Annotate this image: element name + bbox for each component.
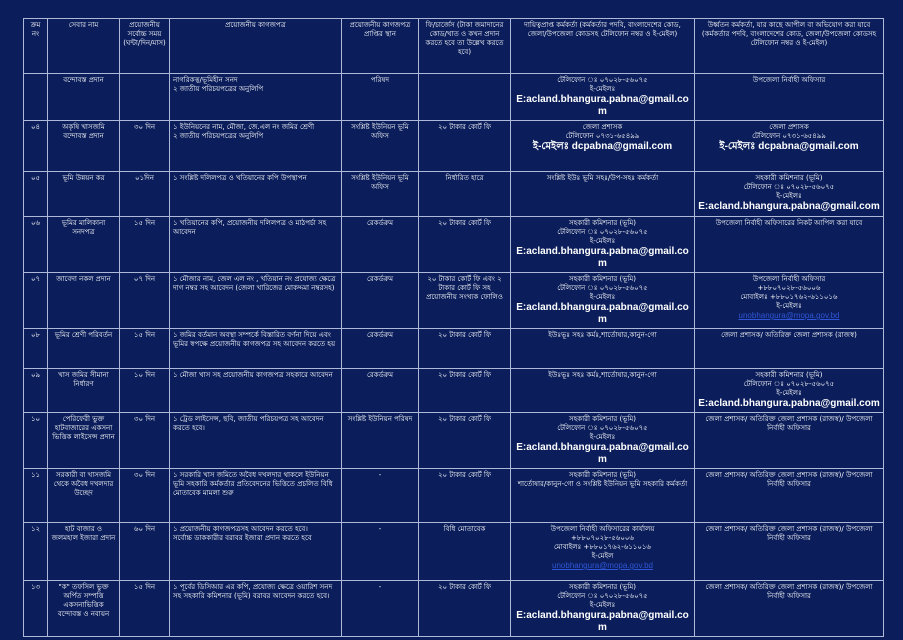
officer-line: সহকারী কমিশনার (ভূমি): [568, 415, 637, 423]
service-name-cell: [48, 273, 120, 329]
document-line: ১ খতিয়ানের কপি, প্রয়োজনীয় দলিলপত্র ও মাঠপর্চা সহ আবেদন: [173, 219, 327, 236]
table-row: [24, 121, 884, 172]
max-time: ০১দিন: [135, 174, 154, 182]
citizen-charter-table-wrap: [23, 18, 883, 637]
fee-text: ২০ টাকার কোর্ট ফি: [437, 471, 492, 479]
document-line: ২ জাতীয় পরিচয়পত্রের অনুলিপি: [173, 85, 264, 93]
serial-cell: [24, 121, 48, 172]
max-time: ১৫ দিন: [133, 583, 156, 591]
fee-text: ২০ টাকার কোর্ট ফি: [437, 331, 492, 339]
service-name: খাস জমির সীমানা নির্ধারণ: [58, 371, 109, 388]
fee-text: নির্ধারিত হারে: [445, 174, 484, 182]
table-row: [24, 273, 884, 329]
document-source: -: [378, 525, 382, 533]
officer-line: সংশ্লিষ্ট ইউঃ ভূমি সহঃ/উপ-সহঃ কর্মকর্তা: [546, 174, 659, 182]
officer-line: সহকারী কমিশনার (ভূমি): [568, 219, 637, 227]
officer-cell: [511, 581, 695, 637]
serial-cell: [24, 172, 48, 217]
appeal-line: উপজেলা নির্বাহী অফিসার: [752, 76, 826, 84]
max-time: ১৫ দিন: [133, 219, 156, 227]
fee-cell: [419, 217, 511, 273]
appeal-line: সহকারী কমিশনার (ভূমি): [755, 371, 823, 379]
header-max-time: প্রয়োজনীয় সর্বোচ্চ সময় (ঘন্টা/দিন/মাস): [120, 19, 170, 74]
appeal-cell: [695, 273, 884, 329]
document-line: ১ জমির বর্তমান অবস্থা সম্পর্কে বিস্তারিত বর্ণনা দিয়ে এবং ভূমির স্বপক্ষে প্রয়োজনীয় কাগজপত্র সহ আবেদন করতে হয়: [173, 331, 336, 348]
documents-cell: [170, 329, 342, 369]
document-line: ১ ইউনিয়নের নাম, মৌজা, জে.এল নং জমির শ্রেণী: [173, 123, 315, 131]
serial-cell: [24, 413, 48, 469]
appeal-line: উপজেলা নির্বাহী অফিসারের নিকট আপিল করা যাবে: [715, 219, 863, 227]
document-line: ১ সংশ্লিষ্ট দলিলপত্র ও খতিয়ানের কপি উপস্থাপন: [173, 174, 307, 182]
officer-line: ই-মেইল: [591, 552, 614, 560]
document-line: ১ ট্রেড লাইসেন্স, ছবি, জাতীয় পরিচয়পত্র সহ আবেদন করতে হবে।: [173, 415, 324, 432]
fee-cell: [419, 369, 511, 413]
document-source: রেকর্ডরুম: [367, 331, 393, 339]
source-cell: [342, 369, 419, 413]
serial-cell: [24, 74, 48, 121]
service-name: জাবেদা নকল প্রদান: [56, 275, 111, 283]
documents-cell: [170, 74, 342, 121]
officer-email: E:acland.bhangura.pabna@gmail.com: [516, 442, 689, 465]
documents-cell: [170, 581, 342, 637]
document-line: সর্বোচ্চ ডাককারীর বরাবর ইজারা প্রদান করতে হবে: [173, 534, 312, 542]
header-appeal-officer: উর্ধ্বতন কর্মকর্তা, যার কাছে আপীল বা অভিযোগ করা যাবে (কর্মকর্তার পদবি, বাংলাদেশের কোড, জেলা/উপজেলা কোডসহ টেলিফোন নম্বর ও ই-মেইল): [695, 19, 884, 74]
appeal-line: জেলা প্রশাসক/ অতিরিক্ত জেলা প্রশাসক (রাজস্ব)/ উপজেলা নির্বাহী অফিসার: [705, 525, 873, 542]
document-line: ১ সরকারি খাস জমিতে অবৈধ দখলদার থাকলে ইউনিয়ন ভূমি সহকারি কর্মকর্তার প্রতিবেদনের ভিত্তিতে প্রচলিত বিধি মোতাবেক মামলা শুরু: [173, 471, 333, 497]
time-cell: [120, 469, 170, 523]
officer-email: E:acland.bhangura.pabna@gmail.com: [516, 302, 689, 325]
appeal-line: জেলা প্রশাসক/ অতিরিক্ত জেলা প্রশাসক (রাজস্ব)/ উপজেলা নির্বাহী অফিসার: [705, 583, 873, 600]
appeal-line: ই-মেইলঃ: [776, 389, 802, 397]
fee-cell: [419, 523, 511, 581]
service-name-cell: [48, 172, 120, 217]
documents-cell: [170, 523, 342, 581]
fee-cell: [419, 413, 511, 469]
serial-number: ০৬: [30, 219, 41, 227]
fee-cell: [419, 273, 511, 329]
source-cell: [342, 121, 419, 172]
service-name: হাট বাজার ও জলমহাল ইজারা প্রদান: [51, 525, 116, 542]
officer-line: টেলিফোন ঃ ০৭০২৮-৫৬০৭৫: [557, 284, 648, 292]
service-name: ভূমি উন্নয়ন কর: [62, 174, 105, 182]
officer-line: ই-মেইলঃ: [589, 85, 616, 93]
service-name: সরকারী বা খাসজমি থেকে অবৈধ দখলদার উচ্ছেদ: [53, 471, 114, 497]
document-source: পরিষদ: [370, 76, 390, 84]
document-source: রেকর্ডরুম: [367, 219, 393, 227]
source-cell: [342, 74, 419, 121]
source-cell: [342, 217, 419, 273]
serial-number: ০৫: [30, 174, 41, 182]
appeal-line: ই-মেইলঃ: [776, 302, 802, 310]
officer-line: জেলা প্রশাসক: [582, 123, 623, 131]
service-name-cell: [48, 217, 120, 273]
max-time: ১৫ দিন: [133, 331, 156, 339]
documents-cell: [170, 273, 342, 329]
officer-email-link[interactable]: unobhangura@mopa.gov.bd: [552, 561, 653, 570]
max-time: ৩০ দিন: [133, 471, 156, 479]
officer-line: +৮৮০৭০২৮-৫৬০০৬: [571, 534, 634, 542]
officer-cell: [511, 329, 695, 369]
table-row: [24, 581, 884, 637]
document-line: নাগরিকত্ব/ভূমিহীন সনদ: [173, 76, 238, 84]
table-row: [24, 172, 884, 217]
officer-email: E:acland.bhangura.pabna@gmail.com: [516, 94, 689, 117]
appeal-line: টেলিফোন ০৭৩১-৬৫৪৯৯: [752, 132, 826, 140]
time-cell: [120, 74, 170, 121]
fee-text: ২০ টাকার কোর্ট ফি: [437, 415, 492, 423]
officer-line: টেলিফোন ঃ ০৭০২৮-৫৬০৭৫: [557, 424, 648, 432]
document-source: -: [378, 583, 382, 591]
serial-number: ০৮: [30, 331, 41, 339]
fee-text: বিধি মোতাবেক: [443, 525, 486, 533]
service-name: বন্দোবস্ত প্রদান: [63, 76, 104, 84]
appeal-cell: [695, 121, 884, 172]
document-line: ১ পূর্বের ডিসিআর এর কপি, প্রযোজ্য ক্ষেত্রে ওয়ারিশ সনদ সহ সহকারি কমিশনার (ভূমি) বরাবর আবেদন করতে হবে।: [173, 583, 333, 600]
max-time: ০৭ দিন: [133, 275, 156, 283]
appeal-cell: [695, 74, 884, 121]
officer-cell: [511, 217, 695, 273]
header-service-name: সেবার নাম: [48, 19, 120, 74]
officer-line: টেলিফোন ঃ ০৭০২৮-৫৬০৭৫: [557, 592, 648, 600]
appeal-cell: [695, 413, 884, 469]
table-row: [24, 329, 884, 369]
document-source: -: [378, 471, 382, 479]
appeal-line: জেলা প্রশাসক/ অতিরিক্ত জেলা প্রশাসক (রাজস্ব)/ উপজেলা নির্বাহী অফিসার: [705, 415, 873, 432]
serial-cell: [24, 523, 48, 581]
time-cell: [120, 329, 170, 369]
service-table: [23, 18, 884, 637]
serial-number: ০৯: [30, 371, 41, 379]
officer-line: ই-মেইলঃ: [589, 433, 616, 441]
serial-number: ০৪: [30, 123, 41, 131]
time-cell: [120, 121, 170, 172]
serial-cell: [24, 469, 48, 523]
serial-number: ১১: [30, 471, 41, 479]
appeal-line: জেলা প্রশাসক: [769, 123, 809, 131]
fee-text: ২০ টাকার কোর্ট ফি: [437, 219, 492, 227]
document-line: ১ মৌজার নাম, জেল এল নং , খতিয়ান নং প্রযোজ্য ক্ষেত্রে দাগ নম্বর সহ আবেদন (জেলা খারিজের মোকদ্দমা নম্বরসহ): [173, 275, 336, 292]
appeal-cell: [695, 329, 884, 369]
appeal-email: E:acland.bhangura.pabna@gmail.com: [698, 398, 880, 409]
officer-cell: [511, 172, 695, 217]
officer-line: ইউঃভূঃ সহঃ কর্মঃ,শার্তোষার,কানুন-গো: [548, 371, 657, 379]
source-cell: [342, 581, 419, 637]
table-row: [24, 217, 884, 273]
officer-line: উপজেলা নির্বাহী অফিসারের কার্যালয়: [550, 525, 655, 533]
officer-cell: [511, 121, 695, 172]
officer-line: টেলিফোন ০৭৩১-৬৫৪৯৯: [565, 132, 640, 140]
officer-line: ই-মেইলঃ: [589, 601, 616, 609]
appeal-line: ই-মেইলঃ: [776, 192, 802, 200]
serial-number: ১৩: [30, 583, 41, 591]
officer-cell: [511, 74, 695, 121]
officer-line: সহকারী কমিশনার (ভূমি): [568, 275, 637, 283]
max-time: ৩০ দিন: [133, 123, 156, 131]
table-row: [24, 413, 884, 469]
appeal-line: টেলিফোন ঃ ০৭০২৮-৫৬০৭৫: [743, 380, 835, 388]
appeal-email: ই-মেইলঃ dcpabna@gmail.com: [719, 141, 859, 152]
officer-line: সহকারী কমিশনার (ভূমি): [568, 583, 637, 591]
source-cell: [342, 329, 419, 369]
header-responsible-officer: দায়িত্বপ্রাপ্ত কর্মকর্তা (কর্মকর্তার পদবি, বাংলাদেশের কোড, জেলা/উপজেলা কোডসহ টেলিফোন নম্বর ও ই-মেইল): [511, 19, 695, 74]
officer-line: টেলিফোন ঃ ০৭০২৮-৫৬০৭৫: [557, 76, 648, 84]
officer-line: মোবাইলঃ +৮৮০১৭৬২-৬১১০১৬: [553, 543, 651, 551]
fee-text: ২০ টাকার কোর্ট ফি: [437, 123, 492, 131]
service-name-cell: [48, 121, 120, 172]
document-source: রেকর্ডরুম: [367, 371, 393, 379]
officer-cell: [511, 273, 695, 329]
documents-cell: [170, 217, 342, 273]
table-row: [24, 469, 884, 523]
appeal-cell: [695, 172, 884, 217]
time-cell: [120, 581, 170, 637]
serial-cell: [24, 369, 48, 413]
appeal-cell: [695, 369, 884, 413]
fee-cell: [419, 581, 511, 637]
appeal-cell: [695, 523, 884, 581]
appeal-cell: [695, 469, 884, 523]
table-row: [24, 523, 884, 581]
fee-cell: [419, 469, 511, 523]
service-name-cell: [48, 413, 120, 469]
source-cell: [342, 273, 419, 329]
fee-text: ২০ টাকার কোর্ট ফি: [437, 583, 492, 591]
time-cell: [120, 217, 170, 273]
officer-cell: [511, 413, 695, 469]
document-line: ১ প্রয়োজনীয় কাগজপত্রসহ আবেদন করতে হবে।: [173, 525, 308, 533]
source-cell: [342, 523, 419, 581]
service-name: অকৃষি খাসজমি বন্দোবস্ত প্রদান: [62, 123, 105, 140]
service-name: ভূমির মালিকানা সনদপত্র: [61, 219, 106, 236]
service-name-cell: [48, 581, 120, 637]
officer-cell: [511, 469, 695, 523]
time-cell: [120, 413, 170, 469]
officer-email: ই-মেইলঃ dcpabna@gmail.com: [532, 141, 673, 152]
serial-number: ১২: [30, 525, 41, 533]
appeal-line: সহকারী কমিশনার (ভূমি): [755, 174, 823, 182]
appeal-line: জেলা প্রশাসক/ অতিরিক্ত জেলা প্রশাসক (রাজস্ব): [721, 331, 857, 339]
fee-cell: [419, 329, 511, 369]
appeal-line: জেলা প্রশাসক/ অতিরিক্ত জেলা প্রশাসক (রাজস্ব)/ উপজেলা নির্বাহী অফিসার: [705, 471, 873, 488]
service-name-cell: [48, 469, 120, 523]
time-cell: [120, 369, 170, 413]
time-cell: [120, 172, 170, 217]
officer-cell: [511, 369, 695, 413]
fee-cell: [419, 172, 511, 217]
serial-number: ১০: [30, 415, 41, 423]
fee-text: ২০ টাকার কোর্ট ফি এবং ২ টাকার কোর্ট ফি সহ প্রয়োজনীয় সংখ্যক ফোলিও: [426, 275, 503, 301]
officer-line: টেলিফোন ঃ ০৭০২৮-৫৬০৭৫: [557, 228, 648, 236]
serial-cell: [24, 329, 48, 369]
service-name-cell: [48, 523, 120, 581]
time-cell: [120, 273, 170, 329]
header-required-documents: প্রয়োজনীয় কাগজপত্র: [170, 19, 342, 74]
serial-cell: [24, 273, 48, 329]
serial-cell: [24, 581, 48, 637]
source-cell: [342, 469, 419, 523]
time-cell: [120, 523, 170, 581]
document-line: ২ জাতীয় পরিচয়পত্রের অনুলিপি: [173, 132, 264, 140]
header-serial: ক্রম নং: [24, 19, 48, 74]
officer-line: সহকারী কমিশনার (ভূমি): [568, 471, 637, 479]
officer-email: E:acland.bhangura.pabna@gmail.com: [516, 610, 689, 633]
document-source: রেকর্ডরুম: [367, 275, 393, 283]
documents-cell: [170, 469, 342, 523]
table-row: [24, 74, 884, 121]
document-source: সংশ্লিষ্ট ইউনিয়ন ভূমি অফিস: [351, 123, 409, 140]
officer-cell: [511, 523, 695, 581]
serial-number: ০৭: [30, 275, 41, 283]
appeal-email: E:acland.bhangura.pabna@gmail.com: [698, 201, 880, 212]
documents-cell: [170, 172, 342, 217]
appeal-line: মোবাইলঃ +৮৮০১৭৬২-৬১১০১৬: [740, 293, 838, 301]
officer-line: ইউঃভূঃ সহঃ কর্মঃ,শার্তোষার,কানুন-গো: [548, 331, 657, 339]
officer-email: E:acland.bhangura.pabna@gmail.com: [516, 246, 689, 269]
officer-line: ই-মেইলঃ: [589, 293, 616, 301]
appeal-line: উপজেলা নির্বাহী অফিসার: [752, 275, 826, 283]
officer-line: ই-মেইলঃ: [589, 237, 616, 245]
appeal-cell: [695, 217, 884, 273]
appeal-line: টেলিফোন ঃ ০৭০২৮-৫৬০৭৫: [743, 183, 835, 191]
appeal-email-link[interactable]: unobhangura@mopa.gov.bd: [738, 311, 840, 320]
fee-cell: [419, 74, 511, 121]
fee-text: ২০ টাকার কোর্ট ফি: [437, 371, 492, 379]
header-fees: ফি/চার্জেস (টাকা জমাদানের কোড/খাত ও কখন প্রদান করতে হবে তা উল্লেখ করতে হবে): [419, 19, 511, 74]
service-name-cell: [48, 74, 120, 121]
service-name: পেরিফেরী ভুক্ত হাটবাজারের একসনা ভিত্তিক লাইসেন্স প্রদান: [52, 415, 115, 441]
service-name-cell: [48, 329, 120, 369]
document-source: সংশ্লিষ্ট ইউনিয়ন পরিষদ: [347, 415, 413, 423]
officer-line: শার্তোষার/কানুন-গো ও সংশ্লিষ্ট ইউনিয়ন ভূমি সহকারি কর্মকর্তা: [517, 480, 688, 488]
max-time: ৩০ দিন: [133, 415, 156, 423]
document-line: ১ মৌজা খাস সহ প্রয়োজনীয় কাগজপত্র সহকারে আবেদন: [173, 371, 333, 379]
documents-cell: [170, 369, 342, 413]
serial-cell: [24, 217, 48, 273]
documents-cell: [170, 413, 342, 469]
max-time: ৬০ দিন: [133, 525, 156, 533]
document-source: সংশ্লিষ্ট ইউনিয়ন ভূমি অফিস: [351, 174, 409, 191]
source-cell: [342, 172, 419, 217]
table-row: [24, 369, 884, 413]
header-document-source: প্রয়োজনীয় কাগজপত্র প্রাপ্তির স্থান: [342, 19, 419, 74]
service-name: ভূমির শ্রেণী পরিবর্তন: [54, 331, 113, 339]
service-name: "ক" তফসিল ভুক্ত অর্পিত সম্পত্তি একসনাভিত্তিক বন্দোবস্ত ও নবায়ন: [57, 583, 110, 618]
source-cell: [342, 413, 419, 469]
service-name-cell: [48, 369, 120, 413]
header-row: [24, 19, 884, 74]
appeal-cell: [695, 581, 884, 637]
appeal-line: +৮৮০৭০২৮-৫৬০০৬: [757, 284, 821, 292]
fee-cell: [419, 121, 511, 172]
max-time: ১০ দিন: [133, 371, 156, 379]
documents-cell: [170, 121, 342, 172]
